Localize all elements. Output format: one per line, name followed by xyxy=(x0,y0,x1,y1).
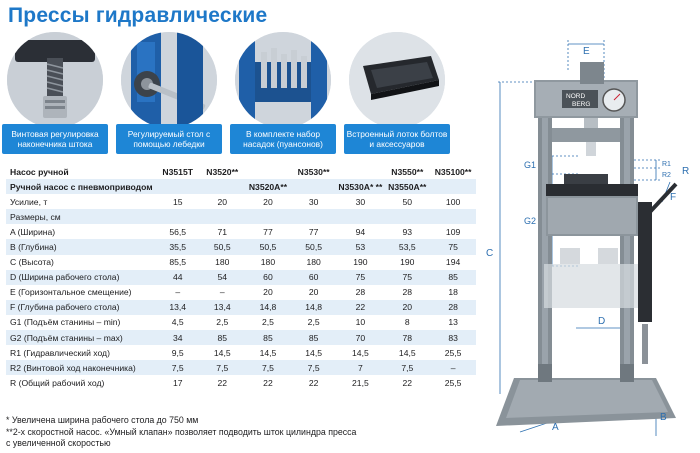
feature-card-screw xyxy=(2,32,108,154)
cell-value: N3520** xyxy=(206,166,239,177)
dim-label-c: C xyxy=(486,248,494,259)
cell-value: 30 xyxy=(355,196,366,207)
cell-value: 75 xyxy=(336,270,384,285)
cell-value: 94 xyxy=(355,226,366,237)
feature-caption: Регулируемый стол с помощью лебедки xyxy=(116,124,222,154)
cell-value: 60 xyxy=(245,270,291,285)
cell-value: N3530** xyxy=(297,166,330,177)
cell-value: 22 xyxy=(217,377,228,388)
cell-value: 14,5 xyxy=(213,347,231,358)
footnote-1: * Увеличена ширина рабочего стола до 750 мм xyxy=(6,415,199,425)
feature-caption: В комплекте набор насадок (пуансонов) xyxy=(230,124,336,154)
row-label: R1 (Гидравлический ход) xyxy=(10,347,110,358)
dim-label-a: A xyxy=(552,422,559,433)
dim-label-r1: R1 xyxy=(662,161,671,168)
winch-icon xyxy=(121,32,217,128)
cell-value: 190 xyxy=(400,257,415,268)
row-label: B (Глубина) xyxy=(6,239,156,254)
row-label: R2 (Винтовой ход наконечника) xyxy=(6,360,156,375)
cell-value: 14,8 xyxy=(291,300,337,315)
cell-value: 50,5 xyxy=(291,239,337,254)
cell-value: 21,5 xyxy=(352,377,369,388)
cell-value: 7,5 xyxy=(245,360,291,375)
cell-value: 190 xyxy=(353,257,368,268)
table-row xyxy=(6,375,476,390)
cell-value: 7,5 xyxy=(384,360,430,375)
cell-value: 35,5 xyxy=(156,239,200,254)
cell-value xyxy=(291,209,337,224)
cell-value: 14,5 xyxy=(305,347,323,358)
cell-value: 10 xyxy=(355,317,366,328)
cell-value: 109 xyxy=(445,226,461,237)
cell-value: 50,5 xyxy=(200,239,246,254)
tray-icon xyxy=(349,32,445,128)
dim-label-b: B xyxy=(660,412,667,423)
feature-caption: Встроенный лоток болтов и аксессуаров xyxy=(344,124,450,154)
cell-value: 53 xyxy=(336,239,384,254)
table-row xyxy=(6,360,476,375)
row-label: G2 (Подъём станины – max) xyxy=(6,330,156,345)
cell-value: 22 xyxy=(336,300,384,315)
cell-value: 7 xyxy=(336,360,384,375)
dim-label-r2: R2 xyxy=(662,172,671,179)
cell-value xyxy=(430,209,476,224)
cell-value: 75 xyxy=(384,270,430,285)
footnote-2: **2-х скоростной насос. «Умный клапан» позволяет подводить шток цилиндра пресса xyxy=(6,427,357,437)
cell-value xyxy=(200,179,246,194)
cell-value xyxy=(336,209,384,224)
cell-value: 20 xyxy=(308,287,319,298)
brand-logo-2: BERG xyxy=(572,101,591,108)
cell-value: 20 xyxy=(263,287,273,298)
punch-set-icon xyxy=(235,32,331,128)
cell-value: 180 xyxy=(306,257,321,268)
cell-value: 7,5 xyxy=(291,360,337,375)
cell-value: 2,5 xyxy=(261,317,274,328)
cell-value: 7,5 xyxy=(156,360,200,375)
cell-value xyxy=(430,179,476,194)
table-row xyxy=(6,209,476,224)
dim-label-r: R xyxy=(682,166,690,177)
cell-value: 78 xyxy=(384,330,430,345)
cell-value: 54 xyxy=(200,270,246,285)
cell-value: 13,4 xyxy=(156,300,200,315)
cell-value: 30 xyxy=(308,196,319,207)
cell-value xyxy=(291,179,337,194)
cell-value: 28 xyxy=(430,300,476,315)
dim-label-g1: G1 xyxy=(524,160,537,170)
spec-table xyxy=(6,164,476,390)
row-label: A (Ширина) xyxy=(10,226,56,237)
feature-card-punches xyxy=(230,32,336,154)
table-row xyxy=(6,239,476,254)
cell-value: 9,5 xyxy=(171,347,184,358)
cell-value: N35100** xyxy=(434,166,472,177)
table-row xyxy=(6,224,476,239)
cell-value xyxy=(336,164,384,179)
cell-value: 50 xyxy=(402,196,413,207)
cell-value: 22 xyxy=(402,377,413,388)
cell-value xyxy=(384,209,430,224)
cell-value: 93 xyxy=(402,226,413,237)
cell-value: 20 xyxy=(217,196,228,207)
cell-value: 14,5 xyxy=(398,347,416,358)
cell-value: 18 xyxy=(448,287,458,298)
screw-spindle-icon xyxy=(7,32,103,128)
cell-value: 77 xyxy=(308,226,319,237)
cell-value: 83 xyxy=(430,330,476,345)
cell-value: N3550A** xyxy=(384,179,430,194)
cell-value: 20 xyxy=(263,196,273,207)
table-row xyxy=(6,194,476,209)
cell-value: 14,5 xyxy=(259,347,277,358)
row-label: Насос ручной xyxy=(10,166,69,177)
table-row xyxy=(6,345,476,360)
cell-value xyxy=(156,209,200,224)
cell-value xyxy=(245,209,291,224)
feature-caption: Винтовая регулировка наконечника штока xyxy=(2,124,108,154)
cell-value: 34 xyxy=(156,330,200,345)
cell-value: 4,5 xyxy=(171,317,184,328)
cell-value: 50,5 xyxy=(245,239,291,254)
row-label: C (Высота) xyxy=(10,257,54,268)
brand-logo: NORD xyxy=(566,93,586,100)
cell-value: 13 xyxy=(448,317,458,328)
cell-value: 100 xyxy=(445,196,461,207)
footnote-3: с увеличенной скоростью xyxy=(6,438,111,448)
cell-value: 60 xyxy=(291,270,337,285)
row-label: G1 (Подъём станины – min) xyxy=(10,317,121,328)
table-row xyxy=(6,315,476,330)
cell-value: 85 xyxy=(291,330,337,345)
cell-value: – xyxy=(219,287,225,298)
table-row xyxy=(6,285,476,300)
cell-value: N3530A* ** xyxy=(336,179,384,194)
cell-value: 53,5 xyxy=(384,239,430,254)
table-row xyxy=(6,300,476,315)
cell-value: 56,5 xyxy=(169,226,187,237)
cell-value: 75 xyxy=(430,239,476,254)
cell-value: N3550** xyxy=(391,166,424,177)
cell-value: 22 xyxy=(263,377,273,388)
table-row xyxy=(6,255,476,270)
cell-value: 85 xyxy=(245,330,291,345)
dim-label-e: E xyxy=(583,46,590,57)
cell-value: 25,5 xyxy=(444,377,462,388)
cell-value: 85,5 xyxy=(169,257,187,268)
header-row-manual xyxy=(6,164,476,179)
cell-value: 2,5 xyxy=(216,317,229,328)
cell-value: 13,4 xyxy=(200,300,246,315)
cell-value: 180 xyxy=(215,257,230,268)
cell-value: 70 xyxy=(336,330,384,345)
cell-value: 22 xyxy=(308,377,319,388)
cell-value: 2,5 xyxy=(307,317,320,328)
cell-value: 85 xyxy=(430,270,476,285)
row-label: Ручной насос с пневмоприводом xyxy=(6,179,156,194)
cell-value: 28 xyxy=(355,287,366,298)
table-row xyxy=(6,270,476,285)
header-row-pneumatic xyxy=(6,179,476,194)
row-label: E (Горизонтальное смещение) xyxy=(10,287,132,298)
cell-value xyxy=(156,179,200,194)
row-label: F (Глубина рабочего стола) xyxy=(6,300,156,315)
row-label: D (Ширина рабочего стола) xyxy=(6,270,156,285)
dim-label-d: D xyxy=(598,316,606,327)
press-svg xyxy=(480,34,696,448)
cell-value xyxy=(200,209,246,224)
cell-value: N3520A** xyxy=(245,179,291,194)
row-label: Размеры, см xyxy=(6,209,156,224)
cell-value: N3515T xyxy=(162,166,193,177)
cell-value: 44 xyxy=(156,270,200,285)
cell-value: 194 xyxy=(445,257,461,268)
cell-value: 25,5 xyxy=(444,347,462,358)
table-row xyxy=(6,330,476,345)
dim-label-g2: G2 xyxy=(524,216,537,226)
dim-label-f: F xyxy=(670,192,677,203)
cell-value: 20 xyxy=(384,300,430,315)
cell-value: 14,8 xyxy=(245,300,291,315)
cell-value: – xyxy=(430,360,476,375)
row-label: Усилие, т xyxy=(10,196,48,207)
page-title: Прессы гидравлические xyxy=(8,4,268,27)
feature-card-winch xyxy=(116,32,222,154)
feature-card-tray xyxy=(344,32,450,154)
cell-value: 8 xyxy=(404,317,410,328)
press-diagram xyxy=(480,34,696,448)
cell-value: 71 xyxy=(217,226,228,237)
cell-value: 180 xyxy=(260,257,276,268)
cell-value: 15 xyxy=(172,196,183,207)
row-label: R (Общий рабочий ход) xyxy=(10,377,105,388)
cell-value: 28 xyxy=(402,287,413,298)
cell-value: 85 xyxy=(200,330,246,345)
cell-value: 77 xyxy=(263,226,273,237)
cell-value: 17 xyxy=(172,377,183,388)
cell-value xyxy=(245,164,291,179)
cell-value: 7,5 xyxy=(200,360,246,375)
cell-value: 14,5 xyxy=(352,347,369,358)
cell-value: – xyxy=(175,287,181,298)
